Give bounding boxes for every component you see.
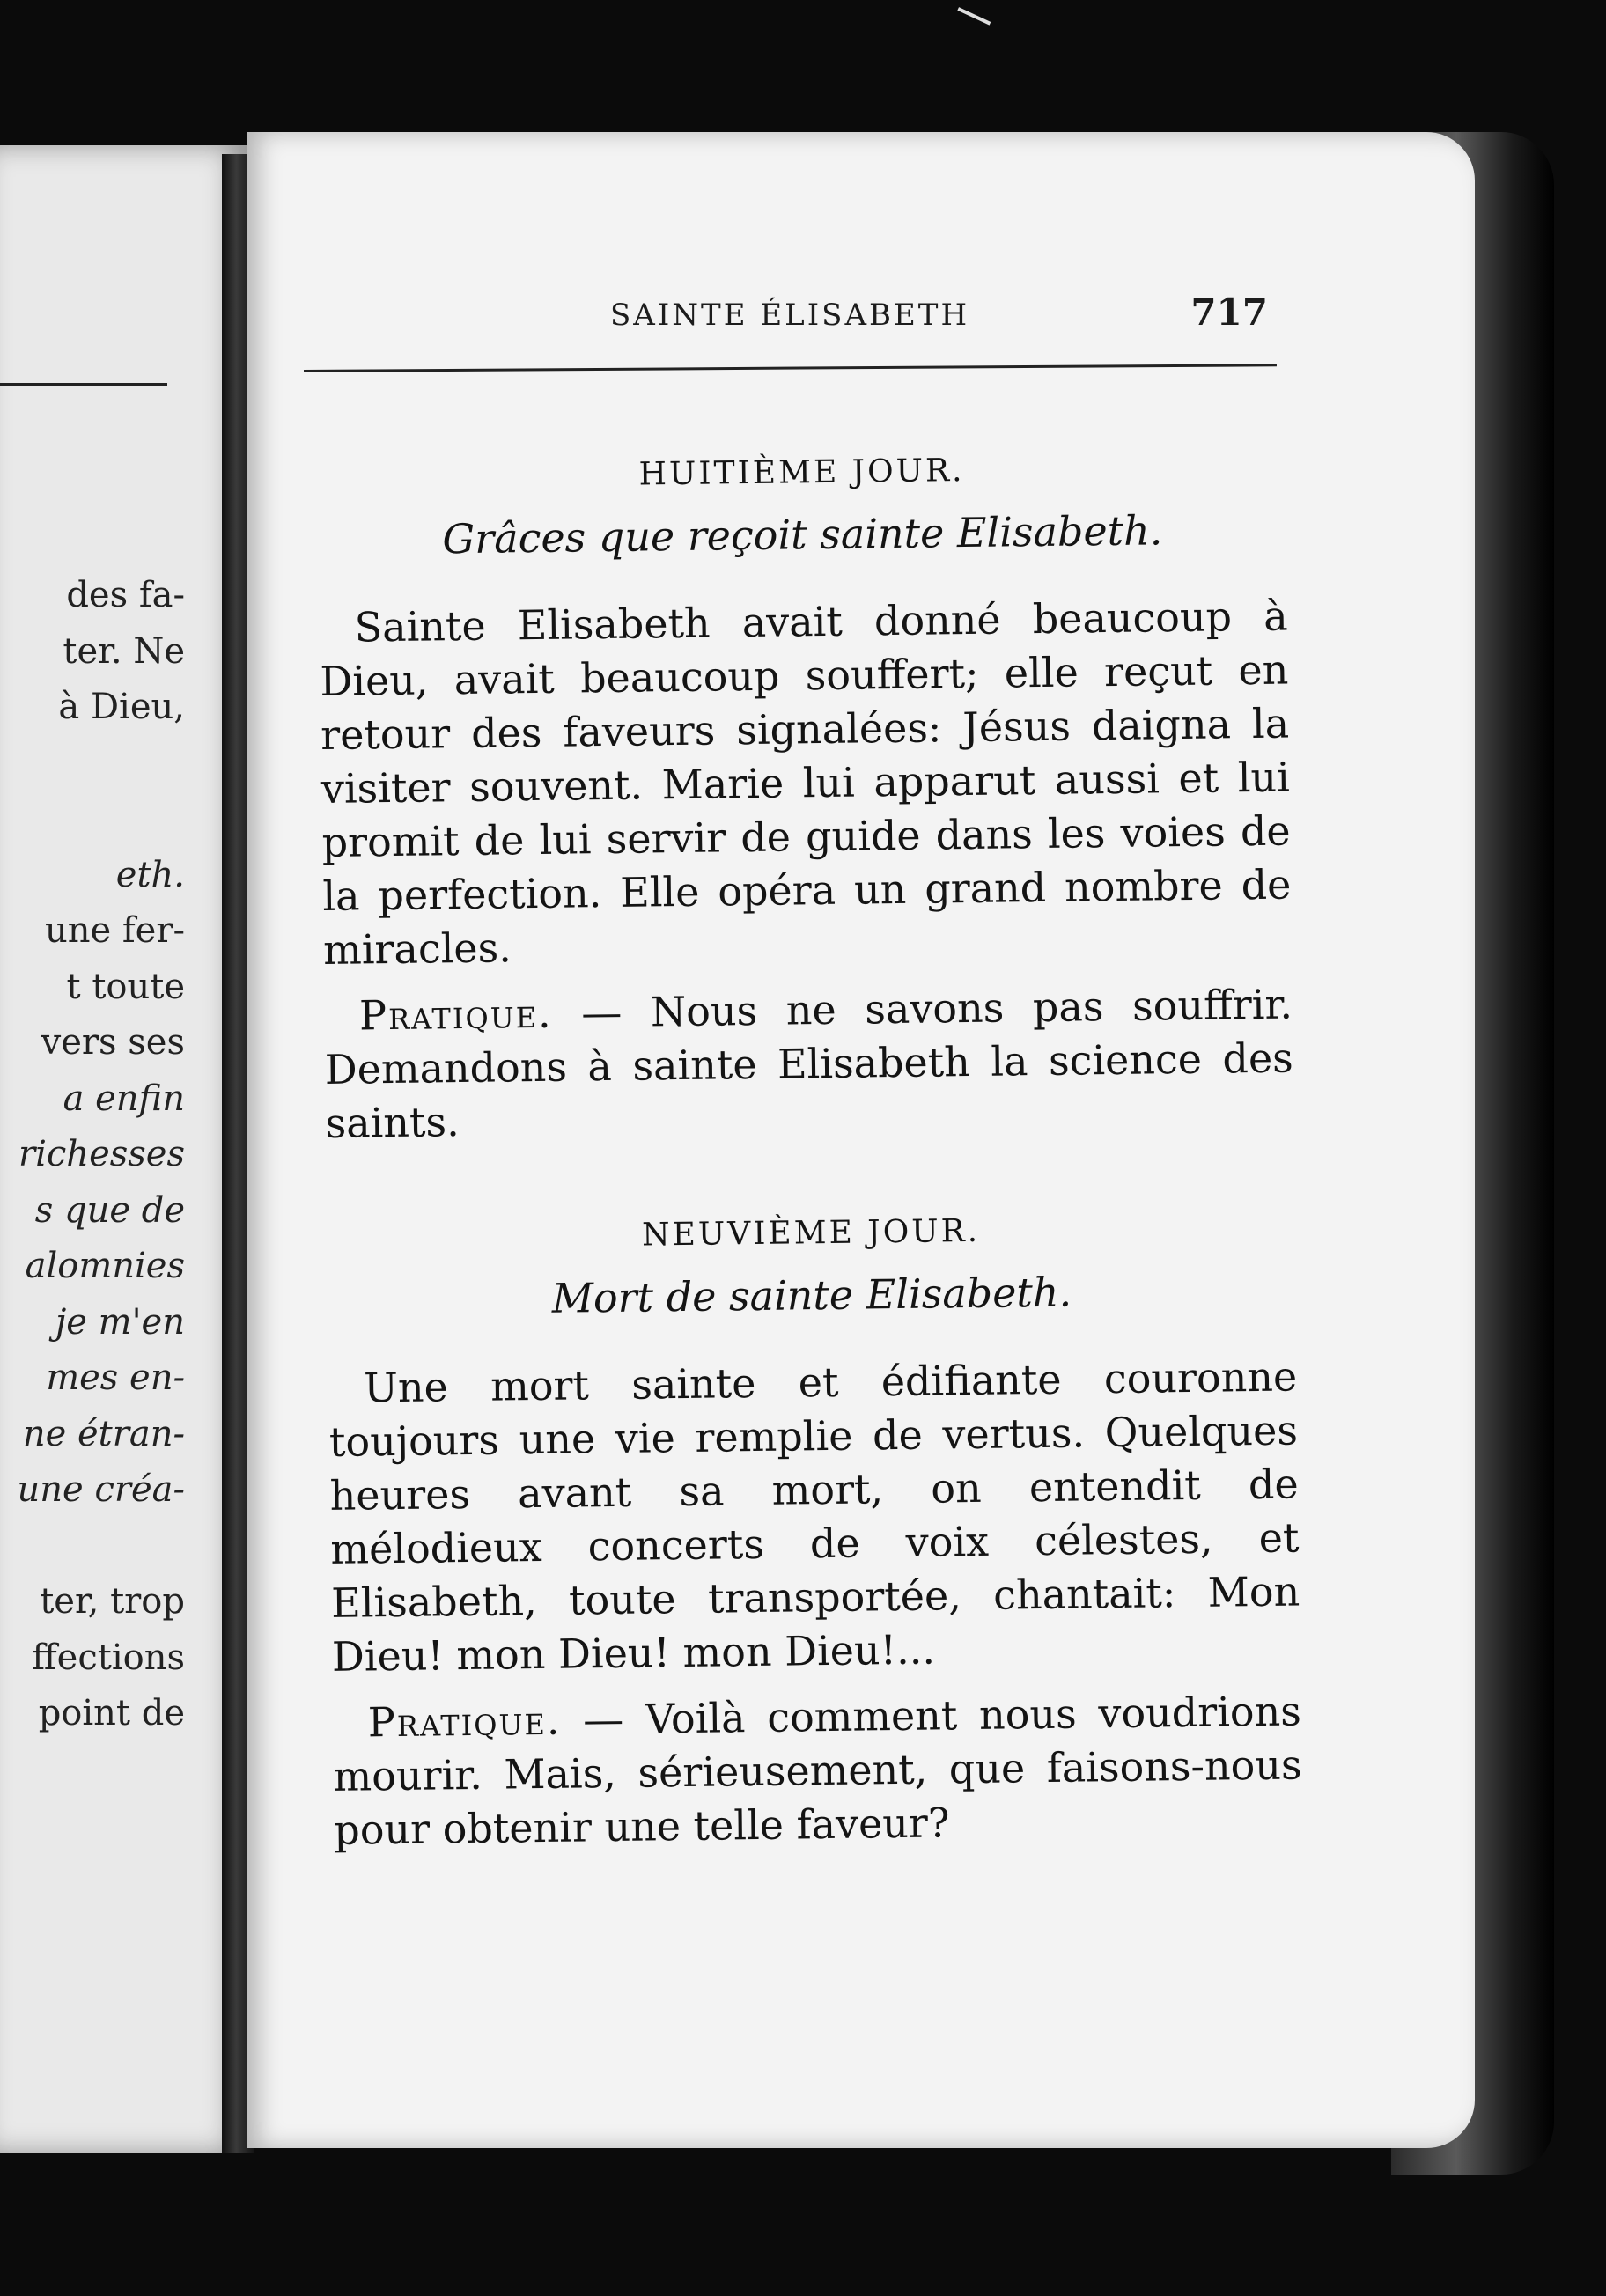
left-page-line: une créa- [17, 1469, 185, 1510]
section-heading: HUITIÈME JOUR. [638, 453, 965, 493]
pratique-text: — Voilà comment nous voudrions mourir. Mais, sérieusement, que faisons-nous pour obtenir une telle faveur? [333, 1687, 1302, 1854]
section-subtitle: Mort de sainte Elisabeth. [551, 1268, 1072, 1322]
left-page-text [0, 568, 185, 1742]
scan-artifact [947, 7, 991, 49]
left-page-line: mes en- [46, 1358, 185, 1398]
left-page-line: des fa- [66, 575, 185, 615]
section-body: Une mort sainte et édifiante couronne toujours une vie remplie de vertus. Quelques heures avant sa mort, on entendit de mélodieux concerts de voix célestes, et Elisabeth, toute transportée, chantait: Mon Dieu! mon Dieu! mon Dieu!... [328, 1352, 1300, 1681]
pratique-label: Pratique. [367, 1696, 562, 1747]
left-page-line: une fer- [44, 910, 185, 951]
page-content [317, 424, 1303, 1858]
left-page-line: point de [38, 1693, 185, 1733]
page-number: 717 [1190, 291, 1268, 334]
left-page-line: alomnies [25, 1246, 185, 1286]
left-page-line: ffections [32, 1637, 185, 1678]
pratique-paragraph [332, 1684, 1302, 1857]
left-page-line: s que de [34, 1189, 185, 1231]
section-heading: NEUVIÈME JOUR. [641, 1212, 981, 1254]
pratique-label: Pratique. [358, 989, 553, 1040]
left-page [0, 145, 247, 2152]
section-body: Sainte Elisabeth avait donné beaucoup à Dieu, avait beaucoup souffert; elle reçut en retour des faveurs signalées: Jésus daigna la visiter souvent. Marie lui apparut aussi et lui promit de lui servir de guide dans les voies de la perfection. Elle opéra un grand nombre de miracles. [320, 592, 1292, 974]
running-head [365, 291, 1277, 343]
left-page-line [0, 736, 185, 792]
left-page-line [0, 791, 185, 848]
left-page-line: ter, trop [40, 1581, 185, 1622]
section-subtitle: Grâces que reçoit sainte Elisabeth. [442, 506, 1163, 563]
left-page-line: richesses [18, 1134, 185, 1174]
left-page-line: a enfin [63, 1078, 185, 1119]
pratique-text: — Nous ne savons pas souffrir. Demandons à sainte Elisabeth la science des saints. [324, 980, 1294, 1147]
section-neuvieme [327, 1200, 1303, 1857]
left-page-line [0, 1519, 185, 1575]
left-page-line: t toute [66, 966, 185, 1007]
left-page-line: je m'en [55, 1301, 185, 1343]
left-page-line: eth. [115, 854, 185, 895]
left-page-line: vers ses [41, 1022, 185, 1063]
section-huitieme [317, 440, 1294, 1151]
left-page-line: ne étran- [22, 1413, 185, 1454]
left-page-line: à Dieu, [58, 687, 185, 727]
pratique-paragraph [324, 978, 1294, 1151]
left-page-line: ter. Ne [63, 630, 185, 672]
left-page-rule [0, 383, 167, 386]
running-head-title: SAINTE ÉLISABETH [610, 298, 970, 333]
